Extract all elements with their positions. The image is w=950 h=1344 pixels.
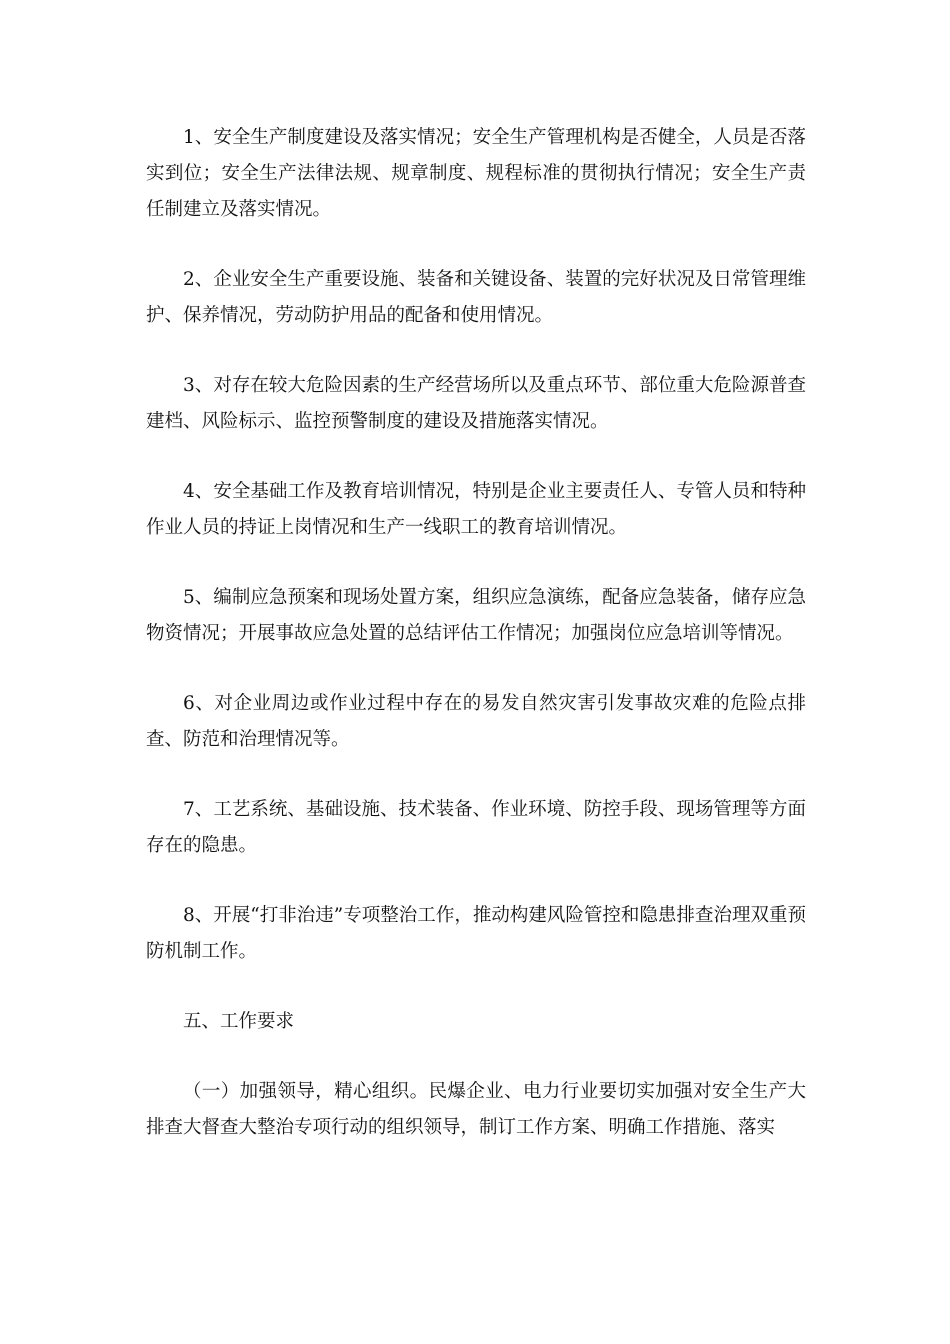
item-8-paragraph: 8、开展“打非治违”专项整治工作，推动构建风险管控和隐患排查治理双重预防机制工作。 bbox=[146, 905, 806, 962]
item-6-paragraph: 6、对企业周边或作业过程中存在的易发自然灾害引发事故灾难的危险点排查、防范和治理情况等。 bbox=[146, 693, 806, 750]
item-7-paragraph: 7、工艺系统、基础设施、技术装备、作业环境、防控手段、现场管理等方面存在的隐患。 bbox=[146, 799, 806, 856]
requirement-1-paragraph: （一）加强领导，精心组织。民爆企业、电力行业要切实加强对安全生产大排查大督查大整治专项行动的组织领导，制订工作方案、明确工作措施、落实 bbox=[146, 1081, 806, 1138]
item-1-paragraph: 1、安全生产制度建设及落实情况；安全生产管理机构是否健全，人员是否落实到位；安全生产法律法规、规章制度、规程标准的贯彻执行情况；安全生产责任制建立及落实情况。 bbox=[146, 127, 806, 220]
item-5-paragraph: 5、编制应急预案和现场处置方案，组织应急演练，配备应急装备，储存应急物资情况；开展事故应急处置的总结评估工作情况；加强岗位应急培训等情况。 bbox=[146, 587, 806, 644]
section-heading: 五、工作要求 bbox=[183, 1011, 295, 1032]
item-3-paragraph: 3、对存在较大危险因素的生产经营场所以及重点环节、部位重大危险源普查建档、风险标示、监控预警制度的建设及措施落实情况。 bbox=[146, 375, 806, 432]
document-body bbox=[146, 120, 806, 1180]
item-2-paragraph: 2、企业安全生产重要设施、装备和关键设备、装置的完好状况及日常管理维护、保养情况，劳动防护用品的配备和使用情况。 bbox=[146, 269, 806, 326]
item-4-paragraph: 4、安全基础工作及教育培训情况，特别是企业主要责任人、专管人员和特种作业人员的持证上岗情况和生产一线职工的教育培训情况。 bbox=[146, 481, 806, 538]
